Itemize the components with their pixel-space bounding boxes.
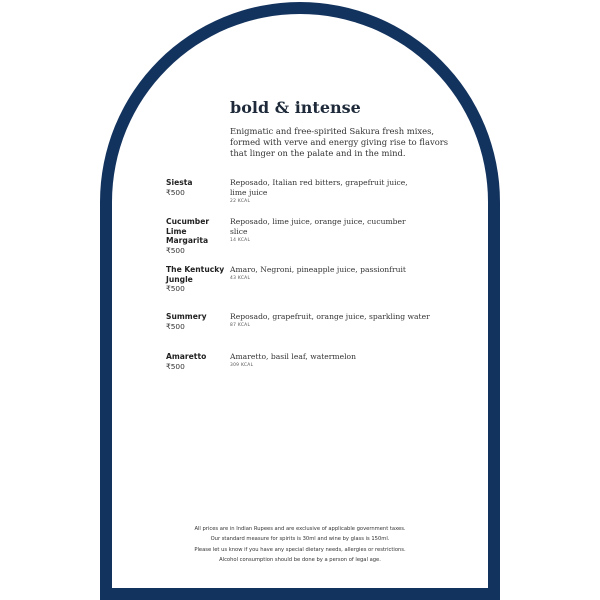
menu-item-kcal: 43 KCAL [230,276,251,281]
menu-item-title-block [166,352,226,371]
menu-item-price: ₹500 [166,321,185,331]
menu-item-title-block [166,178,226,197]
menu-item-name: Summery [166,312,207,321]
menu-item-description-block [230,352,466,370]
menu-item-title-block [166,217,226,255]
menu-item-description: Reposado, lime juice, orange juice, cucumber slice [230,217,406,236]
menu-item-description-block [230,178,420,206]
menu-item-name: Cucumber Lime Margarita [166,217,210,246]
menu-item-description-block [230,312,466,330]
menu-item-kcal: 22 KCAL [230,199,251,204]
menu-item-price: ₹500 [166,187,185,197]
menu-item-description: Reposado, Italian red bitters, grapefruit juice, lime juice [230,178,408,197]
menu-item-description: Amaro, Negroni, pineapple juice, passionfruit [230,265,406,274]
menu-item-price: ₹500 [166,245,185,255]
menu-item-kcal: 309 KCAL [230,363,254,368]
menu-item-description: Reposado, grapefruit, orange juice, sparkling water [230,312,430,321]
menu-item-price: ₹500 [166,284,185,294]
footer-note-line: Alcohol consumption should be done by a person of legal age. [219,557,381,564]
footer-note-line: Please let us know if you have any special dietary needs, allergies or restrictions. [194,546,406,553]
menu-item-name: The Kentucky Jungle [166,265,225,284]
menu-item-kcal: 87 KCAL [230,323,251,328]
menu-item-name: Siesta [166,178,193,187]
footer-note-line: Our standard measure for spirits is 30ml and wine by glass is 150ml. [210,536,390,543]
menu-item-price: ₹500 [166,361,185,371]
footer-notes [112,524,488,566]
section-title: bold & intense [230,98,361,117]
menu-item-description: Amaretto, basil leaf, watermelon [230,352,357,361]
section-intro: Enigmatic and free-spirited Sakura fresh mixes, formed with verve and energy giving rise to flavors that linger on the palate and in the mind. [230,126,449,158]
menu-item-title-block [166,312,226,331]
footer-note-line: All prices are in Indian Rupees and are exclusive of applicable government taxes. [194,526,406,532]
menu-item-description-block [230,265,466,283]
menu-item-title-block [166,265,226,294]
menu-item-name: Amaretto [166,352,207,361]
menu-item-description-block [230,217,420,245]
menu-item-kcal: 14 KCAL [230,238,251,243]
